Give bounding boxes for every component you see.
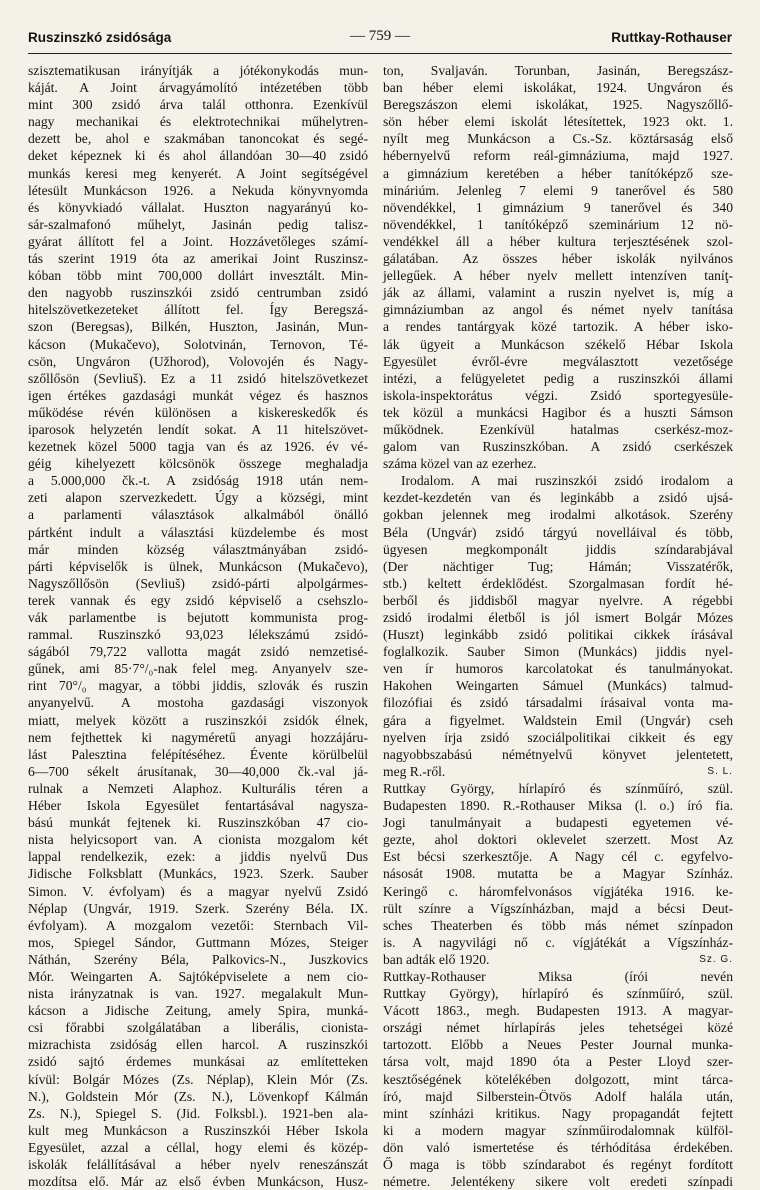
text-line: Nagyszőllősön (Sevliuš) zsidó-párti alpolgármes- (28, 575, 368, 591)
text-line: nyílt meg Munkácson a Cs.-Sz. köztársaság első (383, 131, 733, 147)
text-line: munkás keresi meg kenyerét. A Joint segítségével (28, 165, 368, 181)
text-line: jellegűek. A héber nyelv mellett intenzíven taníţ- (383, 268, 733, 284)
text-line: Ruttkay György, hírlapíró és színműíró, szül. (383, 780, 733, 796)
text-line: Ruttkay György), hírlapíró és színműíró, szül. (383, 986, 733, 1002)
text-line: ki a modern magyar színműirodalomnak külföl- (383, 1122, 733, 1138)
text-line: zsidó irodalmi életből is jól ismert Bolgár Mózes (383, 610, 733, 625)
text-line: hitelszövetkezeteket állított fel. Így Beregszá- (28, 302, 368, 318)
text-line: párti képviselők is ülnek, Munkácson (Mukačevo), (28, 558, 368, 574)
text-line: évfolyam). A mozgalom vezetői: Sternbach Vil- (28, 917, 368, 933)
text-line: lák ügyeit a Munkácson székelő Hébar Iskola (383, 336, 733, 352)
page-number: — 759 — (350, 28, 410, 44)
text-line: anyanyelvű. A mostoha gazdasági viszonyok (28, 695, 368, 711)
text-line: galom van Ruszinszkóban. A zsidó cserkészek (383, 439, 733, 455)
text-line: kácson (Mukačevo), Solotvinán, Ternovon, Té- (28, 336, 368, 352)
text-line: lást Palesztina felépítéséhez. Évente körülbelül (28, 746, 368, 762)
text-line: Néplap (Ungvár, 1919. Szerk. Szerény Béla. IX. (28, 900, 368, 916)
text-line: a rendes tantárgyak közé tartozik. A héber isko- (383, 319, 733, 335)
text-line: Egyesület évről-évre megválasztott vezetősége (383, 353, 733, 369)
text-line: működése révén különösen a kiskereskedők és (28, 404, 368, 420)
text-line: zeti alapon szervezkedett. Úgy a községi, mint (28, 490, 368, 506)
text-line: növendékkel, 1 tanítóképző szeminárium 12 nö- (383, 216, 733, 232)
text-line: a parlamenti választások alkalmából önálló (28, 507, 368, 523)
text-line: Beregszászon elemi iskolákat, 1925. Nagyszőllő- (383, 97, 733, 113)
text-line: (Der nächtiger Tug; Hámán; Visszatérők, (383, 558, 733, 574)
text-line: Budapesten 1890. R.-Rothauser Miksa (l. o.) író fia. (383, 798, 733, 814)
text-line: Simon. V. évfolyam) és a magyar nyelvű Zsidó (28, 883, 368, 899)
text-line: Keringő c. háromfelvonásos vígjátéka 1916. ke- (383, 883, 733, 899)
text-line: ják az állami, valamint a ruszin nyelvet is, míg a (383, 285, 733, 301)
text-line: Jidische Folksblatt (Munkács, 1923. Szerk. Sauber (28, 866, 368, 882)
text-line: Náthán, Szerény Béla, Palkovics-N., Juszkovics (28, 951, 368, 967)
text-line: Est bécsi szerkesztője. A Nagy cél c. egyfelvo- (383, 849, 733, 865)
text-line: pártként indult a választási küzdelembe és most (28, 524, 368, 540)
text-line: kívül: Bolgár Mózes (Zs. Néplap), Klein Mór (Zs. (28, 1071, 368, 1087)
text-line: rammal. Ruszinszkó 93,023 lélekszámú zsidó- (28, 627, 368, 643)
text-line: géig kihelyezett kölcsönök összege meghaladja (28, 456, 368, 472)
text-line: már minden község választmányában zsidó- (28, 541, 368, 557)
text-line: országi német hírlapírás jeles tehetségei közé (383, 1020, 733, 1036)
text-line: iskola-inspektorátus végzi. Zsidó sportegyesüle- (383, 387, 733, 403)
text-line: stb.) keltett érdeklődést. Szorgalmasan fordít hé- (383, 575, 733, 591)
text-line: vendékkel áll a héber kultura terjesztésének szol- (383, 233, 733, 249)
text-line: Ő maga is több színdarabot és regényt fordított (383, 1157, 733, 1172)
text-line: ban adták elő 1920. Sz. G. (383, 951, 733, 967)
text-line: németre. Jelentékeny sikere volt eredeti színpadi (383, 1174, 733, 1190)
text-line: mizrachista zsidóság ellen harcol. A ruszinszkói (28, 1037, 368, 1053)
text-line: kácson a Jidische Zeitung, amely Spira, munká- (28, 1003, 368, 1019)
text-line: ságából 79,722 vallotta magát zsidó nemzetisé- (28, 644, 368, 660)
text-line: sár-szalmafonó műhelyt, Jasinán pedig talisz- (28, 216, 368, 232)
text-line: intézi, a felügyeletet pedig a ruszinszkói állami (383, 370, 733, 386)
text-line: deket képeznek ki és ahol állandóan 30—40 zsidó (28, 148, 368, 164)
text-line: terek vannak és egy zsidó képviselő a csehszlo- (28, 592, 368, 608)
text-line: Irodalom. A mai ruszinszkói zsidó irodalom a (401, 473, 733, 489)
text-line: nagyobbszabású némétnyelvű könyvet jelentetett, (383, 746, 733, 762)
text-line: tás szerint 1919 óta az amerikai Joint Ruszinsz- (28, 251, 368, 267)
text-line: Zs. N.), Spiegel S. (Jid. Folksbl.). 1921-ben ala- (28, 1105, 368, 1121)
text-line: rint 70°/₀ magyar, a többi jiddis, szlovák és ruszin (28, 678, 368, 694)
text-line: gára a figyelmet. Waldstein Emil (Ungvár) cseh (383, 712, 733, 728)
text-line: Jogi tanulmányait a budapesti egyetemen vé- (383, 815, 733, 831)
text-line: gokban jelennek meg irodalmi alkotások. Szerény (383, 507, 733, 523)
text-line: szőllősön (Sevliuš). Ez a 11 zsidó hitelszövetkezet (28, 370, 368, 386)
text-line: filozófiai és zsidó társadalmi írásaival vonta ma- (383, 695, 733, 711)
text-line: mint 300 zsidó árva talál otthonra. Ezenkívül (28, 97, 368, 113)
text-line: Mór. Weingarten A. Sajtóképviselete a nem cio- (28, 968, 368, 984)
text-line: rulnak a Nemzeti Alaphoz. Kulturális téren a (28, 780, 368, 796)
text-line: den nagyobb ruszinszkói zsidó centrumban zsidó (28, 285, 368, 301)
text-line: csön, Ungváron (Užhorod), Volovojén és Nagy- (28, 353, 368, 369)
text-line: ven ír humoros karcolatokat és tanulmányokat. (383, 661, 733, 677)
text-line: hébernyelvű reform reál-gimnáziuma, majd 1927. (383, 148, 733, 164)
text-line: Hakohen Weingarten Sámuel (Munkács) talmud- (383, 678, 733, 694)
text-line: nista irányzatnak is van. 1927. megalakult Mun- (28, 986, 368, 1002)
text-line: a 5.000,000 čk.-t. A zsidóság 1918 után nem- (28, 473, 368, 489)
text-line: 6—700 sékelt árusítanak, 30—40,000 čk.-val já- (28, 763, 368, 779)
text-line: csi főrabbi szolgálatában a liberális, cionista- (28, 1020, 368, 1036)
text-line: kesztőségének kötelékében dolgozott, mint tárca- (383, 1071, 733, 1087)
text-line: mint színházi kritikus. Nagy propagandát fejtett (383, 1105, 733, 1121)
text-line: Ruttkay-Rothauser Miksa (írói nevén (383, 968, 733, 984)
text-line: nista helyicsoport van. A cionista mozgalom két (28, 832, 368, 848)
text-line: kezetnek közel 5000 tagja van és az 1926. év vé- (28, 439, 368, 455)
text-line: zsidó sajtó érdemes munkásai az említetteken (28, 1054, 368, 1070)
text-line: gálatában. Az összes héber iskolák nyilvános (383, 251, 733, 267)
text-line: nyelven írja zsidó szociálpolitikai cikkeit és egy (383, 729, 733, 745)
text-line: miatt, melyek között a ruszinszkói zsidók élnek, (28, 712, 368, 728)
text-line: N.), Goldstein Mór (Zs. N.), Lövenkopf Kálmán (28, 1088, 368, 1104)
text-line: (Huszt) leginkább zsidó politikai cikkek írásával (383, 627, 733, 643)
author-signature: S. L. (707, 765, 733, 777)
text-line: szisztematikusan irányítják a jótékonykodás mun- (28, 63, 368, 78)
text-line: Egyesület, azzal a céllal, hogy elemi és közép- (28, 1139, 368, 1155)
text-line: dezett be, ahol e szakmában tanoncokat és segé- (28, 131, 368, 147)
running-header (28, 30, 732, 50)
right-column (383, 62, 733, 1190)
text-line: sches Theaterben és több más német színpadon (383, 917, 733, 933)
text-line: Vácott 1863., megh. Budapesten 1913. A magyar- (383, 1003, 733, 1019)
text-line: ton, Svaljaván. Torunban, Jasinán, Beregszász- (383, 63, 733, 78)
text-line: lappal rendelkezik, ezek: a jiddis nyelvű Dus (28, 849, 368, 865)
text-line: mozdítsa elő. Már az első évben Munkácson, Husz- (28, 1174, 368, 1190)
text-line: nem fejthettek ki nagyméretű anyagi hozzájáru- (28, 729, 368, 745)
text-line: mos, Spiegel Sándor, Guttmann Mózes, Steiger (28, 934, 368, 950)
text-line: és könyvkiadó vállalat. Huszton nagyarányú ko- (28, 199, 368, 215)
text-line: létesült Munkácson 1926. a Nekuda könyvnyomda (28, 182, 368, 198)
text-line: a gimnázium keretében a héber tanítóképző sze- (383, 165, 733, 181)
text-line: foglalkozik. Sauber Simon (Munkács) jiddis nyel- (383, 644, 733, 660)
text-line: Béla (Ungvár) zsidó tárgyú novelláival és több, (383, 524, 733, 540)
text-line: mináriúm. Jelenleg 7 elemi 9 tanerővel és 580 (383, 182, 733, 198)
text-line: gyárat állított fel a Joint. Hozzávetőleges számí- (28, 233, 368, 249)
text-line: násosát 1908. mutatta be a Magyar Színház. (383, 866, 733, 882)
author-signature: Sz. G. (699, 953, 733, 965)
text-line: kezdet-kezdetén van és leginkább a zsidó ujsá- (383, 490, 733, 506)
text-line: gezte, ahol doktori oklevelet szerzett. Most Az (383, 832, 733, 848)
text-line: iparosok helyzetén lendít sokat. A 11 hitelszövet- (28, 421, 368, 437)
text-line: kult meg Munkácson a Ruszinszkói Héber Iskola (28, 1122, 368, 1138)
text-line: igen értékes gazdasági munkát végez és hasznos (28, 387, 368, 403)
text-line: is. A nagyvilági nő c. vígjátékát a Vígszínház- (383, 934, 733, 950)
text-line: száma közel van az ezerhez. (383, 456, 537, 472)
text-line: gimnáziumban az angol és német nyelv tanítása (383, 302, 733, 318)
text-line: rült színre a Vígszínházban, majd a bécsi Deut- (383, 900, 733, 916)
text-line: káját. A Joint árvagyámolító intézetében több (28, 80, 368, 96)
text-line: író, majd Silberstein-Ötvös Adolf halála után, (383, 1088, 733, 1104)
text-line: tartozott. Előbb a Neues Pester Journal munka- (383, 1037, 733, 1053)
text-line: dön való ismertetése és térhódítása érdekében. (383, 1139, 733, 1155)
text-line: ügyesen megkomponált jiddis színdarabjával (383, 541, 733, 557)
text-line: nagy mechanikai és elektrotechnikai műhelytren- (28, 114, 368, 130)
text-line: bású munkát fejtenek ki. Ruszinszkóban 47 cio- (28, 815, 368, 831)
header-right: Ruttkay-Rothauser (611, 30, 732, 45)
text-line: gűnek, ami 85·7°/₀-nak felel meg. Anyanyelv sze- (28, 661, 368, 677)
text-line: Héber Iskola Egyesület fentartásával nagysza- (28, 798, 368, 814)
text-line: társa volt, majd 1890 óta a Pester Lloyd szer- (383, 1054, 733, 1070)
text-line: iskolák felállításával a héber nyelv reneszánszát (28, 1157, 368, 1172)
text-line: berből és jiddisből magyar nyelvre. A régebbi (383, 592, 733, 608)
text-line: kóban több mint 700,000 dollárt invesztált. Min- (28, 268, 368, 284)
text-line: sön héber elemi iskolát létesítettek, 1923 okt. 1. (383, 114, 733, 130)
text-line: tek közül a munkácsi Hagibor és a huszti Sámson (383, 404, 733, 420)
header-left: Ruszinszkó zsidósága (28, 30, 172, 45)
left-column (28, 62, 368, 1190)
text-line: szon (Beregsas), Bilkén, Huszton, Jasinán, Mun- (28, 319, 368, 335)
text-line: működnek. Ezenkívül hatalmas cserkész-moz- (383, 421, 733, 437)
text-line: ban héber elemi iskolákat, 1924. Ungváron és (383, 80, 733, 96)
header-rule (28, 53, 732, 54)
text-line: meg R.-ről. S. L. (383, 763, 733, 779)
text-line: vák parlamentbe is bejutott kommunista prog- (28, 610, 368, 625)
text-line: növendékkel, 1 gimnázium 9 tanerővel és 340 (383, 199, 733, 215)
